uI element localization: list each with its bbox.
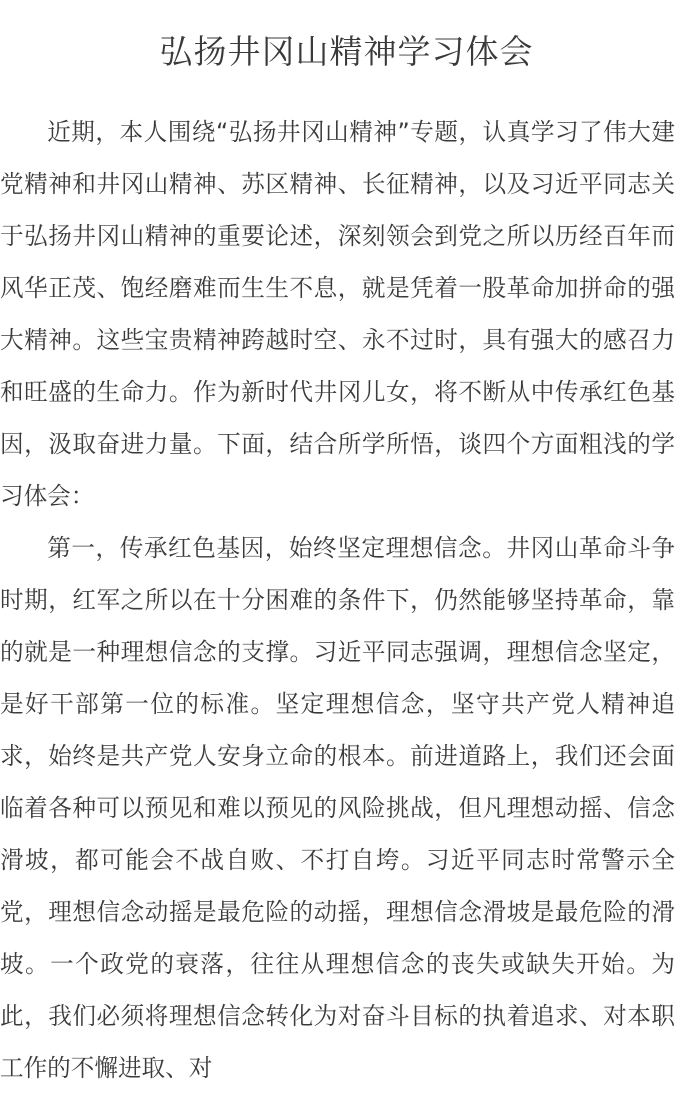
paragraph-first-point: 第一，传承红色基因，始终坚定理想信念。井冈山革命斗争时期，红军之所以在十分困难的条件下，仍然能够坚持革命，靠的就是一种理想信念的支撑。习近平同志强调，理想信念坚定，是好干部第一位的标准。坚定理想信念，坚守共产党人精神追求，始终是共产党人安身立命的根本。前进道路上，我们还会面临着各种可以预见和难以预见的风险挑战，但凡理想动摇、信念滑坡，都可能会不战自败、不打自垮。习近平同志时常警示全党，理想信念动摇是最危险的动摇，理想信念滑坡是最危险的滑坡。一个政党的衰落，往往从理想信念的丧失或缺失开始。为此，我们必须将理想信念转化为对奋斗目标的执着追求、对本职工作的不懈进取、对 xyxy=(0,534,675,1082)
paragraph-intro: 近期，本人围绕“弘扬井冈山精神”专题，认真学习了伟大建党精神和井冈山精神、苏区精神、长征精神，以及习近平同志关于弘扬井冈山精神的重要论述，深刻领会到党之所以历经百年而风华正茂、饱经磨难而生生不息，就是凭着一股革命加拼命的强大精神。这些宝贵精神跨越时空、永不过时，具有强大的感召力和旺盛的生命力。作为新时代井冈儿女，将不断从中传承红色基因，汲取奋进力量。下面，结合所学所悟，谈四个方面粗浅的学习体会： xyxy=(0,118,675,510)
page-title: 弘扬井冈山精神学习体会 xyxy=(159,32,534,71)
document-body xyxy=(0,106,675,1094)
